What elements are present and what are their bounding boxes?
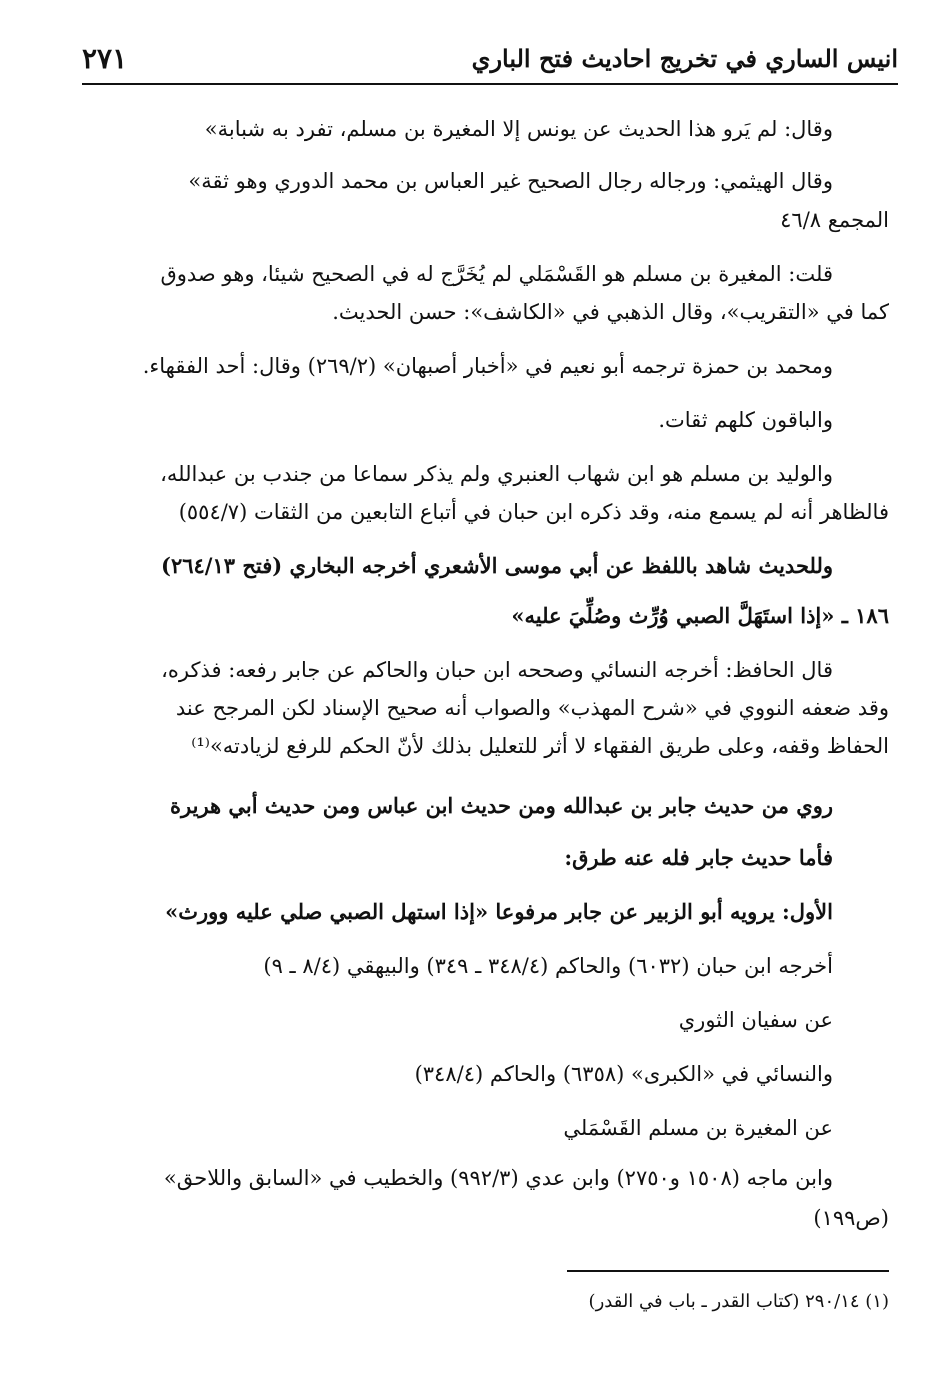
paragraph-line: كما في «التقريب»، وقال الذهبي في «الكاشف»: حسن الحديث. [332, 300, 889, 324]
paragraph-line: وقد ضعفه النووي في «شرح المهذب» والصواب أنه صحيح الإسناد لكن المرجح عند [175, 696, 889, 720]
paragraph-line: والباقون كلهم ثقات. [658, 408, 833, 432]
paragraph-line: المجمع ٤٦/٨ [780, 208, 889, 232]
section-line: فأما حديث جابر فله عنه طرق: [564, 845, 833, 870]
paragraph-line: والنسائي في «الكبرى» (٦٣٥٨) والحاكم (٣٤٨/٤) [414, 1062, 833, 1086]
page-number: ٢٧١ [82, 42, 128, 75]
paragraph-line: عن سفيان الثوري [678, 1008, 833, 1032]
paragraph-line: أخرجه ابن حبان (٦٠٣٢) والحاكم (٣٤٨/٤ ـ ٣٤٩) والبيهقي (٨/٤ ـ ٩) [263, 954, 833, 978]
footnote-rule [567, 1270, 889, 1272]
paragraph-line: وللحديث شاهد باللفظ عن أبي موسى الأشعري أخرجه البخاري (فتح ٢٦٤/١٣) [161, 553, 833, 578]
paragraph-line: وابن ماجه (١٥٠٨ و٢٧٥٠) وابن عدي (٩٩٢/٣) والخطيب في «السابق واللاحق» [163, 1166, 833, 1190]
paragraph-line: ومحمد بن حمزة ترجمه أبو نعيم في «أخبار أصبهان» (٢٦٩/٢) وقال: أحد الفقهاء. [142, 354, 833, 378]
paragraph-line: (ص١٩٩) [813, 1206, 889, 1230]
section-line: روي من حديث جابر بن عبدالله ومن حديث ابن عباس ومن حديث أبي هريرة [170, 793, 833, 818]
hadith-heading: ١٨٦ ـ «إذا استَهَلَّ الصبي وُرِّث وصُلِّيَ عليه» [511, 603, 889, 628]
paragraph-line: والوليد بن مسلم هو ابن شهاب العنبري ولم يذكر سماعا من جندب بن عبدالله، [160, 462, 833, 486]
paragraph-line: عن المغيرة بن مسلم القَسْمَلي [563, 1116, 833, 1140]
running-title: انيس الساري في تخريج احاديث فتح الباري [471, 44, 898, 73]
paragraph-line: قال الحافظ: أخرجه النسائي وصححه ابن حبان والحاكم عن جابر رفعه: فذكره، [161, 658, 833, 682]
paragraph-line: قلت: المغيرة بن مسلم هو القَسْمَلي لم يُخَرَّج له في الصحيح شيئا، وهو صدوق [160, 262, 833, 286]
paragraph-line: وقال الهيثمي: ورجاله رجال الصحيح غير العباس بن محمد الدوري وهو ثقة» [188, 169, 833, 193]
section-line: الأول: يرويه أبو الزبير عن جابر مرفوعا «إذا استهل الصبي صلي عليه وورث» [165, 899, 833, 924]
footnote: (١) ٢٩٠/١٤ (كتاب القدر ـ باب في القدر) [588, 1291, 889, 1312]
paragraph-line: وقال: لم يَرو هذا الحديث عن يونس إلا المغيرة بن مسلم، تفرد به شبابة» [204, 117, 833, 141]
paragraph-line: الحفاظ وقفه، وعلى طريق الفقهاء لا أثر للتعليل بذلك لأنّ الحكم للرفع لزيادته»⁽¹⁾ [191, 734, 889, 758]
paragraph-line: فالظاهر أنه لم يسمع منه، وقد ذكره ابن حبان في أتباع التابعين من الثقات (٥٥٤/٧) [178, 500, 889, 524]
